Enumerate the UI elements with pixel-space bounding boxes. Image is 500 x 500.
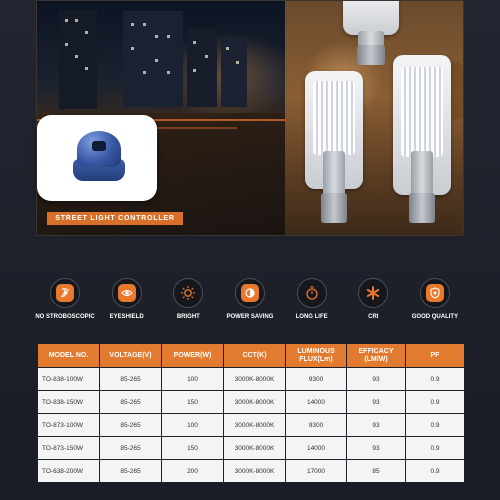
eye-heart-icon <box>118 284 136 302</box>
table-cell: 9300 <box>286 368 347 391</box>
table-cell: TO-873-100W <box>38 414 100 437</box>
table-cell: 85-265 <box>100 460 162 483</box>
controller-label: STREET LIGHT CONTROLLER <box>47 212 183 225</box>
table-cell: 100 <box>162 414 224 437</box>
power-saving-icon <box>241 284 259 302</box>
feature-no-stroboscopic <box>36 278 94 326</box>
table-cell: 0.9 <box>406 460 465 483</box>
feature-eyeshield <box>98 278 156 326</box>
feature-cri <box>344 278 402 326</box>
feature-bright <box>159 278 217 326</box>
asterisk-icon <box>364 284 382 302</box>
table-cell: 14000 <box>286 391 347 414</box>
table-cell: 0.9 <box>406 414 465 437</box>
table-header-row <box>38 344 465 368</box>
table-cell: 100 <box>162 368 224 391</box>
table-row <box>38 460 465 483</box>
feature-label: LONG LIFE <box>295 314 328 320</box>
stopwatch-icon <box>303 284 321 302</box>
table-cell: 0.9 <box>406 368 465 391</box>
table-cell: 93 <box>347 391 406 414</box>
controller-product-card <box>37 115 157 201</box>
table-cell: 85-265 <box>100 391 162 414</box>
feature-label: NO STROBOSCOPIC <box>35 314 95 320</box>
table-row <box>38 414 465 437</box>
table-cell: 0.9 <box>406 437 465 460</box>
table-cell: TO-638-200W <box>38 460 100 483</box>
feature-icons-row <box>36 278 464 326</box>
table-cell: 0.9 <box>406 391 465 414</box>
table-cell: 3000K-8000K <box>224 414 286 437</box>
table-cell: 3000K-8000K <box>224 460 286 483</box>
table-row <box>38 368 465 391</box>
table-cell: 200 <box>162 460 224 483</box>
column-header: POWER(W) <box>162 344 224 368</box>
feature-label: EYESHIELD <box>109 314 144 320</box>
column-header: CCT(K) <box>224 344 286 368</box>
sun-icon <box>179 284 197 302</box>
table-cell: 85-265 <box>100 368 162 391</box>
feature-label: BRIGHT <box>176 314 200 320</box>
column-header: PF <box>406 344 465 368</box>
table-cell: 3000K-8000K <box>224 391 286 414</box>
feature-long-life <box>283 278 341 326</box>
table-cell: 3000K-8000K <box>224 368 286 391</box>
table-cell: 14000 <box>286 437 347 460</box>
feature-good-quality <box>406 278 464 326</box>
table-cell: 3000K-8000K <box>224 437 286 460</box>
table-cell: 85-265 <box>100 414 162 437</box>
no-flicker-icon <box>56 284 74 302</box>
photocell-controller-image <box>71 129 127 187</box>
feature-label: POWER SAVING <box>226 314 274 320</box>
feature-label: CRI <box>368 314 379 320</box>
table-cell: 150 <box>162 437 224 460</box>
table-cell: 150 <box>162 391 224 414</box>
column-header: VOLTAGE(V) <box>100 344 162 368</box>
specifications-table <box>37 343 465 483</box>
feature-power-saving <box>221 278 279 326</box>
table-cell: 93 <box>347 414 406 437</box>
quality-shield-icon <box>426 284 444 302</box>
table-cell: 93 <box>347 368 406 391</box>
column-header: MODEL NO. <box>38 344 100 368</box>
table-cell: 85-265 <box>100 437 162 460</box>
column-header: EFFICACY (LM/W) <box>347 344 406 368</box>
table-cell: 17000 <box>286 460 347 483</box>
table-row <box>38 391 465 414</box>
table-cell: 9300 <box>286 414 347 437</box>
table-cell: TO-838-150W <box>38 391 100 414</box>
table-cell: 93 <box>347 437 406 460</box>
feature-label: GOOD QUALITY <box>411 314 459 320</box>
table-cell: TO-873-150W <box>38 437 100 460</box>
column-header: LUMINOUS FLUX(Lm) <box>286 344 347 368</box>
table-row <box>38 437 465 460</box>
table-cell: 85 <box>347 460 406 483</box>
table-cell: TO-838-100W <box>38 368 100 391</box>
